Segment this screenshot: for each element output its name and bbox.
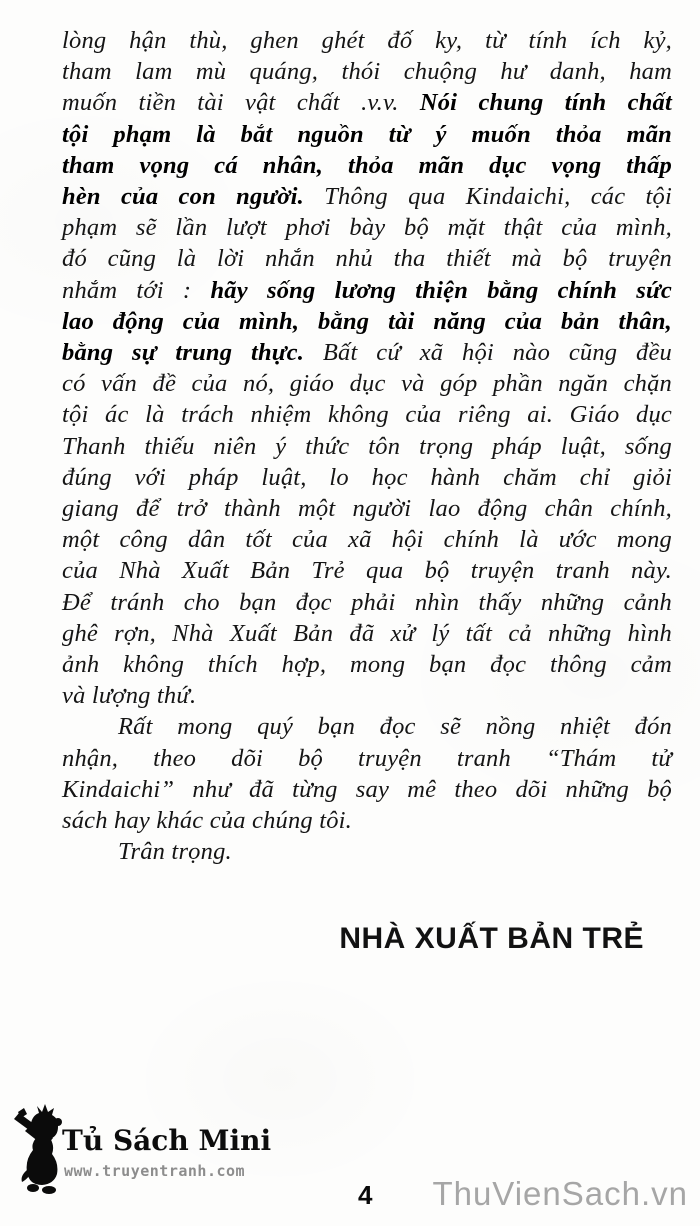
text-line [62, 680, 672, 711]
text-segment: ghê rợn, Nhà Xuất Bản đã xử lý tất cả những hình [62, 619, 672, 647]
text-line [62, 431, 672, 462]
text-segment: sách hay khác của chúng tôi. [62, 807, 352, 835]
logo-title: Tủ Sách Mini [62, 1124, 272, 1157]
text-line [62, 306, 672, 337]
text-line [62, 555, 672, 586]
text-line [62, 368, 672, 399]
text-line [62, 711, 672, 742]
page-number: 4 [358, 1180, 373, 1210]
text-line [62, 56, 672, 87]
text-segment: lòng hận thù, ghen ghét đố ky, từ tính ích kỷ, [62, 27, 672, 54]
text-line [62, 836, 672, 867]
text-line [62, 774, 672, 805]
text-segment: muốn tiền tài vật chất .v.v. [62, 89, 420, 117]
bold-text-segment: hèn của con người. [62, 183, 325, 211]
text-line [62, 618, 672, 649]
text-line [62, 87, 672, 118]
logo-url: www.truyentranh.com [64, 1162, 246, 1180]
text-segment: Bất cứ xã hội nào cũng đều [322, 339, 673, 367]
text-line [62, 243, 672, 274]
thuviensach-watermark: ThuVienSach.vn [432, 1175, 688, 1212]
text-line [62, 119, 672, 150]
text-segment: Trân trọng. [118, 838, 232, 866]
text-line [62, 150, 672, 181]
text-segment: tham lam mù quáng, thói chuộng hư danh, ham [62, 58, 672, 86]
text-segment: đúng với pháp luật, lo học hành chăm chỉ giỏi [62, 463, 672, 491]
tu-sach-mini-logo [10, 1100, 272, 1220]
text-line [62, 524, 672, 555]
text-line [62, 805, 672, 836]
bold-text-segment: tham vọng cá nhân, thỏa mãn dục vọng thấp [62, 151, 672, 179]
text-line [62, 337, 672, 368]
bold-text-segment: hãy sống lương thiện bằng chính sức [210, 276, 672, 304]
publisher-signature: NHÀ XUẤT BẢN TRẺ [339, 922, 644, 955]
text-segment: Rất mong quý bạn đọc sẽ nồng nhiệt đón [118, 713, 672, 741]
text-segment: tội ác là trách nhiệm không của riêng ai. Giáo dục [62, 401, 672, 429]
text-segment: Thông qua Kindaichi, các tội [324, 183, 672, 211]
text-segment: một công dân tốt của xã hội chính là ước mong [62, 526, 672, 554]
text-line [62, 493, 672, 524]
text-line [62, 181, 672, 212]
text-line [62, 649, 672, 680]
text-line [62, 743, 672, 774]
publisher-note-text [62, 25, 672, 867]
text-segment: Kindaichi” như đã từng say mê theo dõi những bộ [62, 775, 672, 803]
text-line [62, 212, 672, 243]
text-segment: nhắm tới : [62, 276, 211, 304]
text-segment: Để tránh cho bạn đọc phải nhìn thấy những cảnh [62, 588, 672, 616]
text-segment: phạm sẽ lần lượt phơi bày bộ mặt thật của mình, [62, 214, 672, 242]
text-segment: đó cũng là lời nhắn nhủ tha thiết mà bộ truyện [62, 245, 672, 273]
text-segment: giang để trở thành một người lao động chân chính, [62, 495, 672, 523]
bold-text-segment: bằng sự trung thực. [62, 339, 323, 367]
text-line [62, 275, 672, 306]
text-segment: và lượng thứ. [62, 682, 197, 710]
text-segment: nhận, theo dõi bộ truyện tranh “Thám tử [62, 744, 672, 772]
text-line [62, 462, 672, 493]
text-segment: của Nhà Xuất Bản Trẻ qua bộ truyện tranh này. [62, 557, 672, 585]
text-segment: ảnh không thích hợp, mong bạn đọc thông cảm [62, 651, 672, 679]
text-segment: Thanh thiếu niên ý thức tôn trọng pháp luật, sống [62, 432, 672, 460]
bold-text-segment: tội phạm là bắt nguồn từ ý muốn thỏa mãn [62, 120, 672, 148]
text-segment: có vấn đề của nó, giáo dục và góp phần ngăn chặn [62, 370, 672, 398]
text-line [62, 399, 672, 430]
bold-text-segment: lao động của mình, bằng tài năng của bản thân, [62, 307, 672, 335]
text-line [62, 25, 672, 56]
text-line [62, 587, 672, 618]
bold-text-segment: Nói chung tính chất [419, 89, 672, 117]
